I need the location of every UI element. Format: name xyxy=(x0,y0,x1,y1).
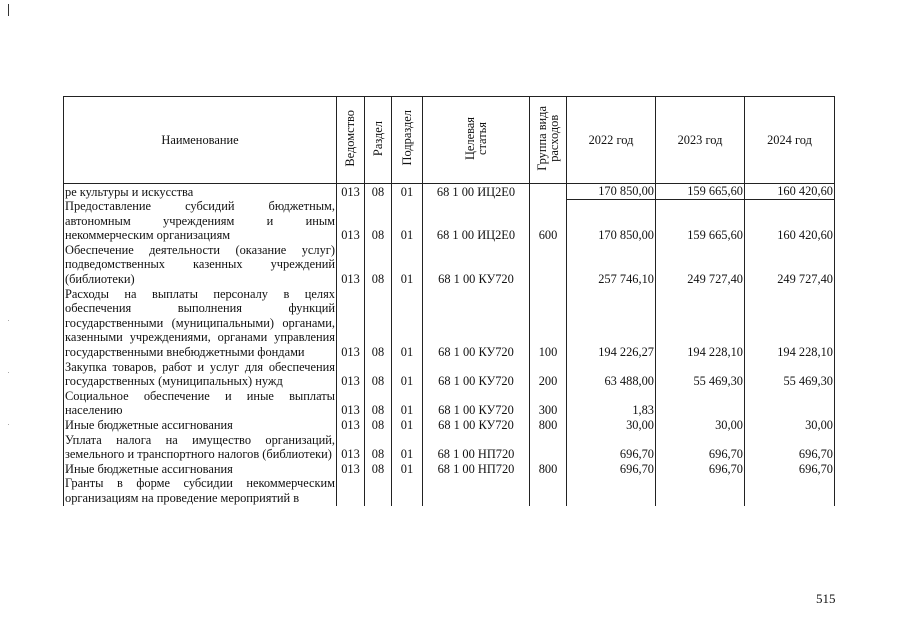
row-vedomstvo: 013 xyxy=(337,184,365,200)
row-razdel: 08 xyxy=(365,199,392,243)
row-vedomstvo: 013 xyxy=(337,389,365,418)
row-gruppa xyxy=(530,476,567,505)
header-2022-label: 2022 год xyxy=(588,132,634,147)
row-2024: 55 469,30 xyxy=(745,360,835,389)
row-name: Иные бюджетные ассигнования xyxy=(64,462,337,477)
row-gruppa xyxy=(530,243,567,287)
row-gruppa: 800 xyxy=(530,462,567,477)
row-podrazdel: 01 xyxy=(392,199,423,243)
budget-table xyxy=(63,96,835,506)
row-vedomstvo: 013 xyxy=(337,287,365,360)
row-celevaya: 68 1 00 ИЦ2Е0 xyxy=(423,184,530,200)
row-2024: 696,70 xyxy=(745,433,835,462)
row-name: Закупка товаров, работ и услуг для обеспечения государственных (муниципальных) нужд xyxy=(65,359,335,389)
row-2023: 30,00 xyxy=(656,418,745,433)
row-2022: 194 226,27 xyxy=(567,287,656,360)
scan-edge-mark xyxy=(8,4,9,16)
header-gruppa-line2: расходов xyxy=(547,114,561,162)
row-vedomstvo: 013 xyxy=(337,360,365,389)
scan-dot xyxy=(8,424,9,425)
row-name: Уплата налога на имущество организаций, земельного и транспортного налогов (библиотеки) xyxy=(65,432,335,462)
table-row xyxy=(64,476,835,505)
row-gruppa: 300 xyxy=(530,389,567,418)
row-2023: 696,70 xyxy=(656,462,745,477)
table-row xyxy=(64,360,835,389)
header-celevaya xyxy=(423,97,530,184)
header-2023-label: 2023 год xyxy=(677,132,723,147)
header-2024-label: 2024 год xyxy=(767,132,812,147)
row-2024: 160 420,60 xyxy=(745,199,835,243)
header-celevaya-line1: Целевая xyxy=(463,116,477,160)
table-row xyxy=(64,433,835,462)
row-podrazdel: 01 xyxy=(392,243,423,287)
row-2024: 696,70 xyxy=(745,462,835,477)
row-podrazdel xyxy=(392,476,423,505)
row-celevaya: 68 1 00 НП720 xyxy=(423,433,530,462)
table-row xyxy=(64,184,835,200)
row-2023: 696,70 xyxy=(656,433,745,462)
header-gruppa-label xyxy=(536,106,560,171)
row-gruppa: 800 xyxy=(530,418,567,433)
row-2023: 194 228,10 xyxy=(656,287,745,360)
row-name: Предоставление субсидий бюджетным, автономным учреждениям и иным некоммерческим организациям xyxy=(65,199,335,243)
header-2022 xyxy=(567,97,656,184)
table-row xyxy=(64,243,835,287)
header-celevaya-line2: статья xyxy=(475,121,489,155)
row-razdel: 08 xyxy=(365,360,392,389)
row-podrazdel: 01 xyxy=(392,184,423,200)
row-name: Обеспечение деятельности (оказание услуг) подведомственных казенных учреждений (библиотеки) xyxy=(65,242,335,287)
row-2024: 160 420,60 xyxy=(745,184,835,200)
header-2024 xyxy=(745,97,835,184)
row-2022 xyxy=(567,476,656,505)
header-2023 xyxy=(656,97,745,184)
row-2022: 170 850,00 xyxy=(567,199,656,243)
row-2024: 30,00 xyxy=(745,418,835,433)
scan-dot xyxy=(8,372,9,373)
row-2022: 696,70 xyxy=(567,433,656,462)
row-gruppa: 200 xyxy=(530,360,567,389)
row-razdel: 08 xyxy=(365,243,392,287)
row-2022: 1,83 xyxy=(567,389,656,418)
row-celevaya xyxy=(423,476,530,505)
table-row xyxy=(64,287,835,360)
row-razdel: 08 xyxy=(365,389,392,418)
row-2023 xyxy=(656,389,745,418)
row-gruppa xyxy=(530,184,567,200)
row-razdel: 08 xyxy=(365,462,392,477)
scan-dot xyxy=(8,320,9,321)
row-2022: 30,00 xyxy=(567,418,656,433)
row-vedomstvo: 013 xyxy=(337,433,365,462)
row-gruppa xyxy=(530,433,567,462)
row-2022: 696,70 xyxy=(567,462,656,477)
header-podrazdel xyxy=(392,97,423,184)
header-gruppa xyxy=(530,97,567,184)
row-celevaya: 68 1 00 ИЦ2Е0 xyxy=(423,199,530,243)
table-row xyxy=(64,418,835,433)
row-2023: 249 727,40 xyxy=(656,243,745,287)
row-gruppa: 600 xyxy=(530,199,567,243)
row-vedomstvo: 013 xyxy=(337,243,365,287)
header-name xyxy=(64,97,337,184)
header-vedomstvo xyxy=(337,97,365,184)
header-gruppa-line1: Группа вида xyxy=(535,105,549,171)
header-razdel xyxy=(365,97,392,184)
row-vedomstvo: 013 xyxy=(337,462,365,477)
row-name: Иные бюджетные ассигнования xyxy=(64,418,337,433)
row-podrazdel: 01 xyxy=(392,287,423,360)
row-vedomstvo xyxy=(337,476,365,505)
header-vedomstvo-label: Ведомство xyxy=(343,109,358,167)
row-name: Социальное обеспечение и иные выплаты населению xyxy=(65,388,335,418)
row-celevaya: 68 1 00 КУ720 xyxy=(423,287,530,360)
row-name: Гранты в форме субсидии некоммерческим организациям на проведение мероприятий в xyxy=(65,476,335,505)
row-name: Расходы на выплаты персоналу в целях обеспечения выполнения функций государственными (муниципальными) органами, казенными учреждениями, органами управления государственными внебюджетными фондами xyxy=(65,286,335,360)
row-podrazdel: 01 xyxy=(392,360,423,389)
row-celevaya: 68 1 00 КУ720 xyxy=(423,243,530,287)
table-row xyxy=(64,199,835,243)
row-2022: 63 488,00 xyxy=(567,360,656,389)
row-celevaya: 68 1 00 КУ720 xyxy=(423,418,530,433)
row-2024 xyxy=(745,476,835,505)
row-podrazdel: 01 xyxy=(392,462,423,477)
row-podrazdel: 01 xyxy=(392,389,423,418)
row-podrazdel: 01 xyxy=(392,418,423,433)
row-2022: 257 746,10 xyxy=(567,243,656,287)
row-razdel: 08 xyxy=(365,418,392,433)
row-2022: 170 850,00 xyxy=(567,184,656,200)
header-podrazdel-label: Подраздел xyxy=(399,110,414,166)
row-razdel: 08 xyxy=(365,184,392,200)
header-celevaya-label xyxy=(464,117,488,160)
row-2024: 249 727,40 xyxy=(745,243,835,287)
header-razdel-label: Раздел xyxy=(370,120,385,156)
row-vedomstvo: 013 xyxy=(337,418,365,433)
table-row xyxy=(64,462,835,477)
row-2023: 159 665,60 xyxy=(656,199,745,243)
page-number: 515 xyxy=(816,591,836,606)
row-2023: 159 665,60 xyxy=(656,184,745,200)
row-2024: 194 228,10 xyxy=(745,287,835,360)
row-celevaya: 68 1 00 КУ720 xyxy=(423,360,530,389)
row-celevaya: 68 1 00 КУ720 xyxy=(423,389,530,418)
row-2024 xyxy=(745,389,835,418)
table-row xyxy=(64,389,835,418)
row-celevaya: 68 1 00 НП720 xyxy=(423,462,530,477)
row-razdel xyxy=(365,476,392,505)
row-2023: 55 469,30 xyxy=(656,360,745,389)
row-razdel: 08 xyxy=(365,287,392,360)
row-vedomstvo: 013 xyxy=(337,199,365,243)
row-name: ре культуры и искусства xyxy=(64,184,337,200)
row-2023 xyxy=(656,476,745,505)
row-razdel: 08 xyxy=(365,433,392,462)
header-name-label: Наименование xyxy=(161,132,239,147)
table-header-row xyxy=(64,97,835,184)
row-gruppa: 100 xyxy=(530,287,567,360)
row-podrazdel: 01 xyxy=(392,433,423,462)
